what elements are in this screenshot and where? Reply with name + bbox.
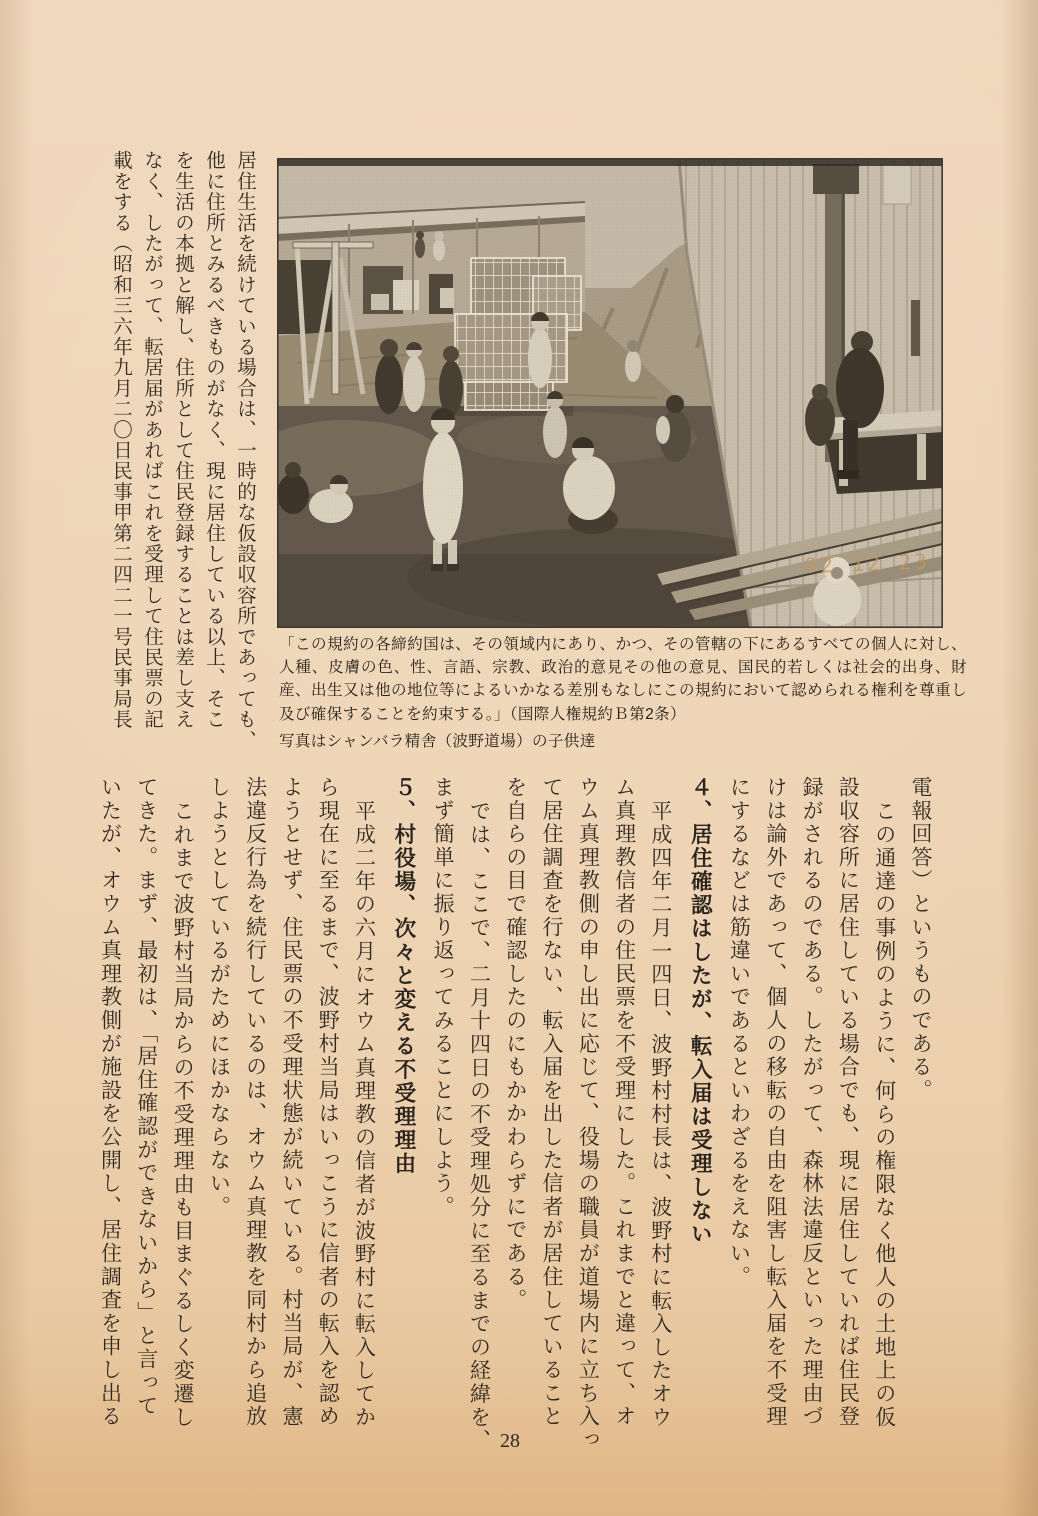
photo-timestamp: 92 12 23 [804, 549, 931, 578]
main-text-block [98, 776, 939, 1476]
text-column: 法違反行為を続行しているのは、オウム真理教を同村から追放 [243, 776, 268, 1429]
photo-caption-credit: 写真はシャンバラ精舎（波野道場）の子供達 [279, 733, 596, 750]
text-column: まず簡単に振り返ってみることにしよう。 [431, 776, 456, 1219]
text-column: を自らの目で確認したのにもかかわらずにである。 [503, 776, 528, 1312]
section-heading-4: ４、居住確認はしたが、転入届は受理しない [688, 776, 713, 1246]
text-column: にするなどは筋違いであるといわざるをえない。 [727, 776, 752, 1289]
photo-caption-quote: 「この規約の各締約国は、その領域内にあり、かつ、その管轄の下にあるすべての個人に対し、人種、皮膚の色、性、言語、宗教、政治的意見その他の意見、国民的若しくは社会的出身、財産、出生又は他の地位等によるいかなる差別もなしにこの規約において認められる権利を尊重し及び確保することを約束する。」（国際人権規約Ｂ第2条） [279, 636, 967, 723]
text-column: ウム真理教側の申し出に応じて、役場の職員が道場内に立ち入っ [576, 776, 601, 1452]
text-column: これまで波野村当局からの不受理理由も目まぐるしく変遷し [171, 800, 196, 1430]
intro-text-block [98, 150, 260, 770]
text-column: 居住生活を続けている場合は、一時的な仮設収容所であっても、 [234, 150, 255, 751]
text-column: ようとせず、住民票の不受理状態が続いている。村当局が、憲 [279, 776, 304, 1429]
text-column: いたが、オウム真理教側が施設を公開し、居住調査を申し出る [98, 776, 123, 1429]
section-heading-5: ５、村役場、次々と変える不受理理由 [391, 776, 416, 1176]
text-column: を生活の本拠と解し、住所として住民登録することは差し支え [172, 150, 193, 730]
text-column: て居住調査を行ない、転入届を出した信者が居住していること [540, 776, 565, 1429]
photo-children-playing [277, 158, 943, 628]
text-column: 他に住所とみるべきものがなく、現に居住している以上、そこ [203, 150, 224, 730]
text-column: けは論外であって、個人の移転の自由を阻害し転入届を不受理 [763, 776, 788, 1429]
page-number: 28 [500, 1430, 520, 1452]
photo-illustration [277, 158, 943, 628]
text-column: 録がされるのである。したがって、森林法違反といった理由づ [800, 776, 825, 1429]
text-column: ム真理教信者の住民票を不受理にした。これまでと違って、オ [612, 776, 637, 1429]
text-column: 電報回答）というものである。 [909, 776, 933, 1103]
text-column: 設収容所に居住している場合でも、現に居住していれば住民登 [836, 776, 861, 1429]
text-column: しようとしているがためにほかならない。 [207, 776, 232, 1219]
sepia-wash [277, 158, 943, 628]
text-column: てきた。まず、最初は、「居住確認ができないから」と言って [134, 776, 159, 1418]
text-column: なく、したがって、転居届があればこれを受理して住民票の記 [141, 150, 162, 730]
text-column: では、ここで、二月十四日の不受理処分に至るまでの経緯を、 [467, 800, 492, 1453]
text-column: 平成四年二月一四日、波野村村長は、波野村に転入したオウ [648, 800, 673, 1430]
text-column: 平成二年の六月にオウム真理教の信者が波野村に転入してか [352, 800, 377, 1430]
text-column: ら現在に至るまで、波野村当局はいっこうに信者の転入を認め [316, 776, 341, 1429]
text-column: この通達の事例のように、何らの権限なく他人の土地上の仮 [872, 800, 897, 1430]
text-column: 載をする（昭和三六年九月二〇日民事甲第二四二一号民事局長 [110, 150, 131, 730]
